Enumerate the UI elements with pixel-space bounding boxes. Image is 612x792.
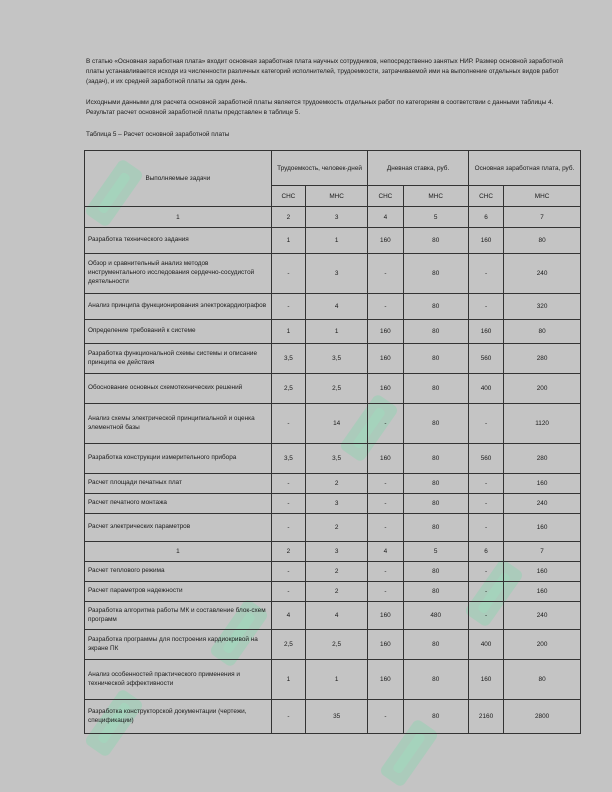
task-cell: Расчет площади печатных плат bbox=[85, 474, 272, 494]
value-cell: 80 bbox=[403, 374, 468, 404]
value-cell: 560 bbox=[468, 344, 503, 374]
task-cell: Разработка конструкции измерительного прибора bbox=[85, 444, 272, 474]
value-cell: - bbox=[368, 294, 403, 320]
value-cell: 80 bbox=[403, 660, 468, 700]
task-cell: Разработка программы для построения кардиокривой на экране ПК bbox=[85, 630, 272, 660]
subheader-cell: МНС bbox=[504, 186, 581, 207]
value-cell: - bbox=[468, 514, 503, 542]
table-row bbox=[85, 474, 581, 494]
value-cell: - bbox=[271, 514, 305, 542]
value-cell: - bbox=[271, 254, 305, 294]
table-row bbox=[85, 294, 581, 320]
value-cell: 2,5 bbox=[306, 630, 368, 660]
value-cell: 80 bbox=[403, 404, 468, 444]
value-cell: 80 bbox=[403, 444, 468, 474]
task-cell: Разработка технического задания bbox=[85, 228, 272, 254]
header-tasks: Выполняемые задачи bbox=[85, 151, 272, 207]
value-cell: 80 bbox=[403, 344, 468, 374]
value-cell: 160 bbox=[368, 444, 403, 474]
subheader-cell: СНС bbox=[271, 186, 305, 207]
value-cell: 400 bbox=[468, 374, 503, 404]
value-cell: 160 bbox=[368, 320, 403, 344]
header-rate: Дневная ставка, руб. bbox=[368, 151, 469, 186]
task-cell: Определение требований к системе bbox=[85, 320, 272, 344]
value-cell: - bbox=[468, 294, 503, 320]
value-cell: 80 bbox=[504, 660, 581, 700]
table-row bbox=[85, 700, 581, 734]
column-number-cell: 7 bbox=[504, 207, 581, 228]
value-cell: 160 bbox=[368, 228, 403, 254]
value-cell: 1 bbox=[306, 660, 368, 700]
value-cell: 1 bbox=[271, 660, 305, 700]
value-cell: 3,5 bbox=[271, 344, 305, 374]
value-cell: 2,5 bbox=[271, 374, 305, 404]
value-cell: 160 bbox=[468, 228, 503, 254]
value-cell: 3,5 bbox=[306, 444, 368, 474]
value-cell: 80 bbox=[403, 562, 468, 582]
value-cell: 240 bbox=[504, 602, 581, 630]
value-cell: - bbox=[271, 404, 305, 444]
value-cell: 200 bbox=[504, 374, 581, 404]
value-cell: 320 bbox=[504, 294, 581, 320]
task-cell: Анализ принципа функционирования электрокардиографов bbox=[85, 294, 272, 320]
column-number-cell: 5 bbox=[403, 542, 468, 562]
value-cell: 160 bbox=[368, 374, 403, 404]
header-labor: Трудоемкость, человек-дней bbox=[271, 151, 367, 186]
task-cell: Обзор и сравнительный анализ методов инструментального исследования сердечно-сосудистой деятельности bbox=[85, 254, 272, 294]
value-cell: - bbox=[468, 602, 503, 630]
value-cell: 3,5 bbox=[271, 444, 305, 474]
value-cell: 80 bbox=[403, 494, 468, 514]
value-cell: 1120 bbox=[504, 404, 581, 444]
value-cell: 3 bbox=[306, 254, 368, 294]
value-cell: - bbox=[468, 474, 503, 494]
task-cell: Расчет теплового режима bbox=[85, 562, 272, 582]
value-cell: 2160 bbox=[468, 700, 503, 734]
value-cell: 1 bbox=[271, 228, 305, 254]
column-number-cell: 6 bbox=[468, 207, 503, 228]
value-cell: - bbox=[271, 294, 305, 320]
table-row bbox=[85, 404, 581, 444]
table-row bbox=[85, 494, 581, 514]
value-cell: 280 bbox=[504, 344, 581, 374]
value-cell: - bbox=[468, 404, 503, 444]
column-number-cell: 4 bbox=[368, 542, 403, 562]
table-row bbox=[85, 320, 581, 344]
value-cell: 14 bbox=[306, 404, 368, 444]
value-cell: - bbox=[271, 562, 305, 582]
value-cell: 80 bbox=[403, 582, 468, 602]
subheader-cell: МНС bbox=[306, 186, 368, 207]
value-cell: 2,5 bbox=[306, 374, 368, 404]
table-row bbox=[85, 582, 581, 602]
column-number-row bbox=[85, 207, 581, 228]
table-row bbox=[85, 514, 581, 542]
value-cell: 4 bbox=[306, 602, 368, 630]
value-cell: 560 bbox=[468, 444, 503, 474]
column-number-cell: 5 bbox=[403, 207, 468, 228]
value-cell: 2800 bbox=[504, 700, 581, 734]
column-number-cell: 2 bbox=[271, 207, 305, 228]
value-cell: 1 bbox=[306, 228, 368, 254]
value-cell: - bbox=[368, 404, 403, 444]
value-cell: 160 bbox=[368, 344, 403, 374]
value-cell: - bbox=[271, 474, 305, 494]
value-cell: 160 bbox=[468, 320, 503, 344]
value-cell: 2,5 bbox=[271, 630, 305, 660]
value-cell: 80 bbox=[403, 320, 468, 344]
value-cell: - bbox=[468, 494, 503, 514]
column-number-cell: 4 bbox=[368, 207, 403, 228]
value-cell: - bbox=[271, 494, 305, 514]
table-row bbox=[85, 660, 581, 700]
value-cell: 3 bbox=[306, 494, 368, 514]
table-row bbox=[85, 254, 581, 294]
table-row bbox=[85, 562, 581, 582]
value-cell: 80 bbox=[403, 700, 468, 734]
task-cell: Анализ особенностей практического применения и технической эффективности bbox=[85, 660, 272, 700]
value-cell: - bbox=[468, 254, 503, 294]
value-cell: 2 bbox=[306, 562, 368, 582]
value-cell: - bbox=[271, 582, 305, 602]
value-cell: 160 bbox=[504, 514, 581, 542]
intro-paragraph-1: В статью «Основная заработная плата» входит основная заработная плата научных сотрудников, непосредственно занятых НИР. Размер основной заработной платы устанавливается исходя из численности различных категорий исполнителей, трудоемкости, затрачиваемой ими на выполнение отдельных видов работ (задач), и их средней заработной платы за один день. bbox=[86, 58, 563, 85]
value-cell: 160 bbox=[368, 630, 403, 660]
value-cell: - bbox=[368, 494, 403, 514]
value-cell: 80 bbox=[403, 254, 468, 294]
value-cell: - bbox=[368, 700, 403, 734]
task-cell: Расчет печатного монтажа bbox=[85, 494, 272, 514]
value-cell: 1 bbox=[271, 320, 305, 344]
table-row bbox=[85, 602, 581, 630]
value-cell: 240 bbox=[504, 494, 581, 514]
value-cell: 160 bbox=[368, 660, 403, 700]
table-row bbox=[85, 228, 581, 254]
value-cell: 80 bbox=[403, 630, 468, 660]
value-cell: 2 bbox=[306, 514, 368, 542]
intro-paragraph-2: Исходными данными для расчета основной заработной платы является трудоемкость отдельных работ по категориям в соответствии с данными таблицы 4. Результат расчет основной заработной платы представлен в таблице 5. bbox=[86, 99, 554, 116]
value-cell: 160 bbox=[468, 660, 503, 700]
salary-table bbox=[84, 150, 581, 734]
table-row bbox=[85, 374, 581, 404]
task-cell: Расчет электрических параметров bbox=[85, 514, 272, 542]
subheader-cell: СНС bbox=[368, 186, 403, 207]
subheader-cell: СНС bbox=[468, 186, 503, 207]
value-cell: 80 bbox=[504, 320, 581, 344]
column-number-cell: 1 bbox=[85, 207, 272, 228]
value-cell: 35 bbox=[306, 700, 368, 734]
column-number-cell: 3 bbox=[306, 542, 368, 562]
value-cell: - bbox=[468, 562, 503, 582]
value-cell: - bbox=[368, 514, 403, 542]
value-cell: 160 bbox=[504, 582, 581, 602]
table-row bbox=[85, 630, 581, 660]
value-cell: - bbox=[271, 700, 305, 734]
value-cell: 2 bbox=[306, 582, 368, 602]
task-cell: Разработка конструкторской документации (чертежи, спецификации) bbox=[85, 700, 272, 734]
value-cell: 1 bbox=[306, 320, 368, 344]
value-cell: 160 bbox=[504, 562, 581, 582]
table-body-part-1 bbox=[85, 228, 581, 542]
value-cell: 80 bbox=[403, 294, 468, 320]
task-cell: Расчет параметров надежности bbox=[85, 582, 272, 602]
task-cell: Анализ схемы электрической принципиальной и оценка элементной базы bbox=[85, 404, 272, 444]
table-row bbox=[85, 444, 581, 474]
table-body-part-2 bbox=[85, 562, 581, 734]
value-cell: 160 bbox=[504, 474, 581, 494]
column-number-cell: 6 bbox=[468, 542, 503, 562]
value-cell: 80 bbox=[403, 474, 468, 494]
column-number-cell: 1 bbox=[85, 542, 272, 562]
table-row bbox=[85, 344, 581, 374]
value-cell: 280 bbox=[504, 444, 581, 474]
table-caption: Таблица 5 – Расчет основной заработной платы bbox=[86, 131, 230, 138]
column-number-cell: 7 bbox=[504, 542, 581, 562]
value-cell: - bbox=[468, 582, 503, 602]
value-cell: 4 bbox=[306, 294, 368, 320]
value-cell: 480 bbox=[403, 602, 468, 630]
column-number-cell: 3 bbox=[306, 207, 368, 228]
value-cell: - bbox=[368, 254, 403, 294]
value-cell: 80 bbox=[504, 228, 581, 254]
value-cell: 160 bbox=[368, 602, 403, 630]
subheader-cell: МНС bbox=[403, 186, 468, 207]
column-number-cell: 2 bbox=[271, 542, 305, 562]
value-cell: - bbox=[368, 562, 403, 582]
task-cell: Разработка алгоритма работы МК и составление блок-схем программ bbox=[85, 602, 272, 630]
value-cell: - bbox=[368, 474, 403, 494]
header-salary: Основная заработная плата, руб. bbox=[468, 151, 580, 186]
value-cell: 80 bbox=[403, 228, 468, 254]
value-cell: - bbox=[368, 582, 403, 602]
value-cell: 4 bbox=[271, 602, 305, 630]
value-cell: 400 bbox=[468, 630, 503, 660]
value-cell: 200 bbox=[504, 630, 581, 660]
value-cell: 80 bbox=[403, 514, 468, 542]
task-cell: Разработка функциональной схемы системы и описание принципа ее действия bbox=[85, 344, 272, 374]
column-number-row bbox=[85, 542, 581, 562]
value-cell: 3,5 bbox=[306, 344, 368, 374]
value-cell: 240 bbox=[504, 254, 581, 294]
value-cell: 2 bbox=[306, 474, 368, 494]
task-cell: Обоснование основных схемотехнических решений bbox=[85, 374, 272, 404]
